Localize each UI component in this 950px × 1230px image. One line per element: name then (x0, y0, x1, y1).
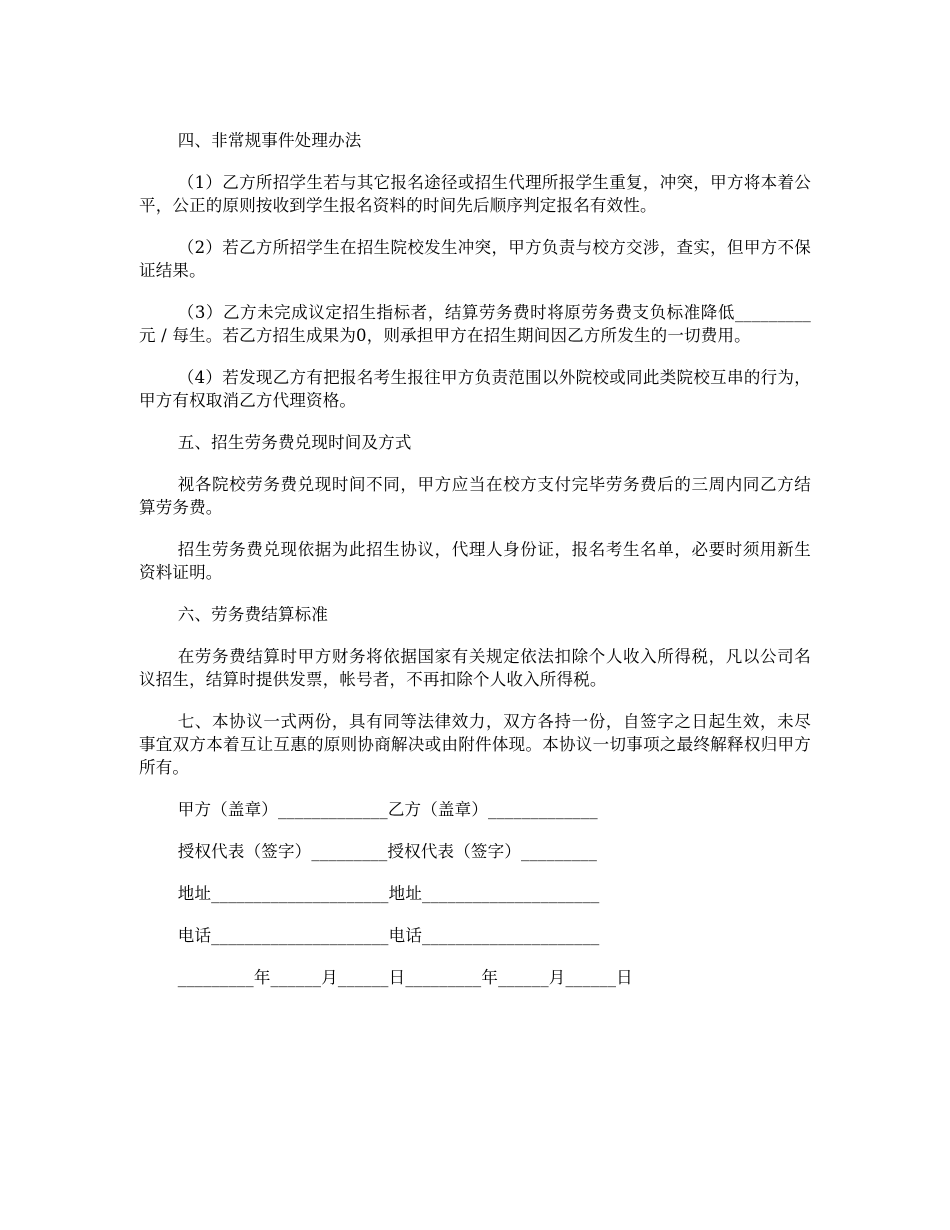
section-heading-5: 五、招生劳务费兑现时间及方式 (177, 433, 412, 452)
clause-4-2: （2）若乙方所招学生在招生院校发生冲突，甲方负责与校方交涉，查实，但甲方不保证结果。 (139, 238, 811, 280)
signature-phone-line: 电话_____________________电话_____________________ (177, 926, 600, 945)
clause-4-1: （1）乙方所招学生若与其它报名途径或招生代理所报学生重复，冲突，甲方将本着公平，公正的原则按收到学生报名资料的时间先后顺序判定报名有效性。 (139, 173, 811, 215)
signature-date-line: _________年______月______日_________年______月______日 (177, 968, 633, 987)
section-heading-4: 四、非常规事件处理办法 (177, 131, 362, 150)
clause-5-1: 视各院校劳务费兑现时间不同，甲方应当在校方支付完毕劳务费后的三周内同乙方结算劳务费。 (139, 475, 811, 517)
clause-7: 七、本协议一式两份，具有同等法律效力，双方各持一份，自签字之日起生效，未尽事宜双方本着互让互惠的原则协商解决或由附件体现。本协议一切事项之最终解释权归甲方所有。 (139, 712, 811, 777)
signature-seal-line: 甲方（盖章）_____________乙方（盖章）_____________ (177, 800, 598, 819)
clause-6-1: 在劳务费结算时甲方财务将依据国家有关规定依法扣除个人收入所得税，凡以公司名议招生，结算时提供发票，帐号者，不再扣除个人收入所得税。 (139, 647, 811, 689)
signature-representative-line: 授权代表（签字）_________授权代表（签字）_________ (177, 842, 598, 861)
document-body (139, 129, 811, 1008)
clause-4-4: （4）若发现乙方有把报名考生报往甲方负责范围以外院校或同此类院校互串的行为，甲方有权取消乙方代理资格。 (139, 368, 811, 410)
clause-4-3: （3）乙方未完成议定招生指标者，结算劳务费时将原劳务费支负标准降低_________元 / 每生。若乙方招生成果为0，则承担甲方在招生期间因乙方所发生的一切费用。 (139, 303, 811, 345)
signature-address-line: 地址_____________________地址_____________________ (177, 884, 600, 903)
section-heading-6: 六、劳务费结算标准 (177, 605, 329, 624)
clause-5-2: 招生劳务费兑现依据为此招生协议，代理人身份证，报名考生名单，必要时须用新生资料证明。 (139, 540, 811, 582)
